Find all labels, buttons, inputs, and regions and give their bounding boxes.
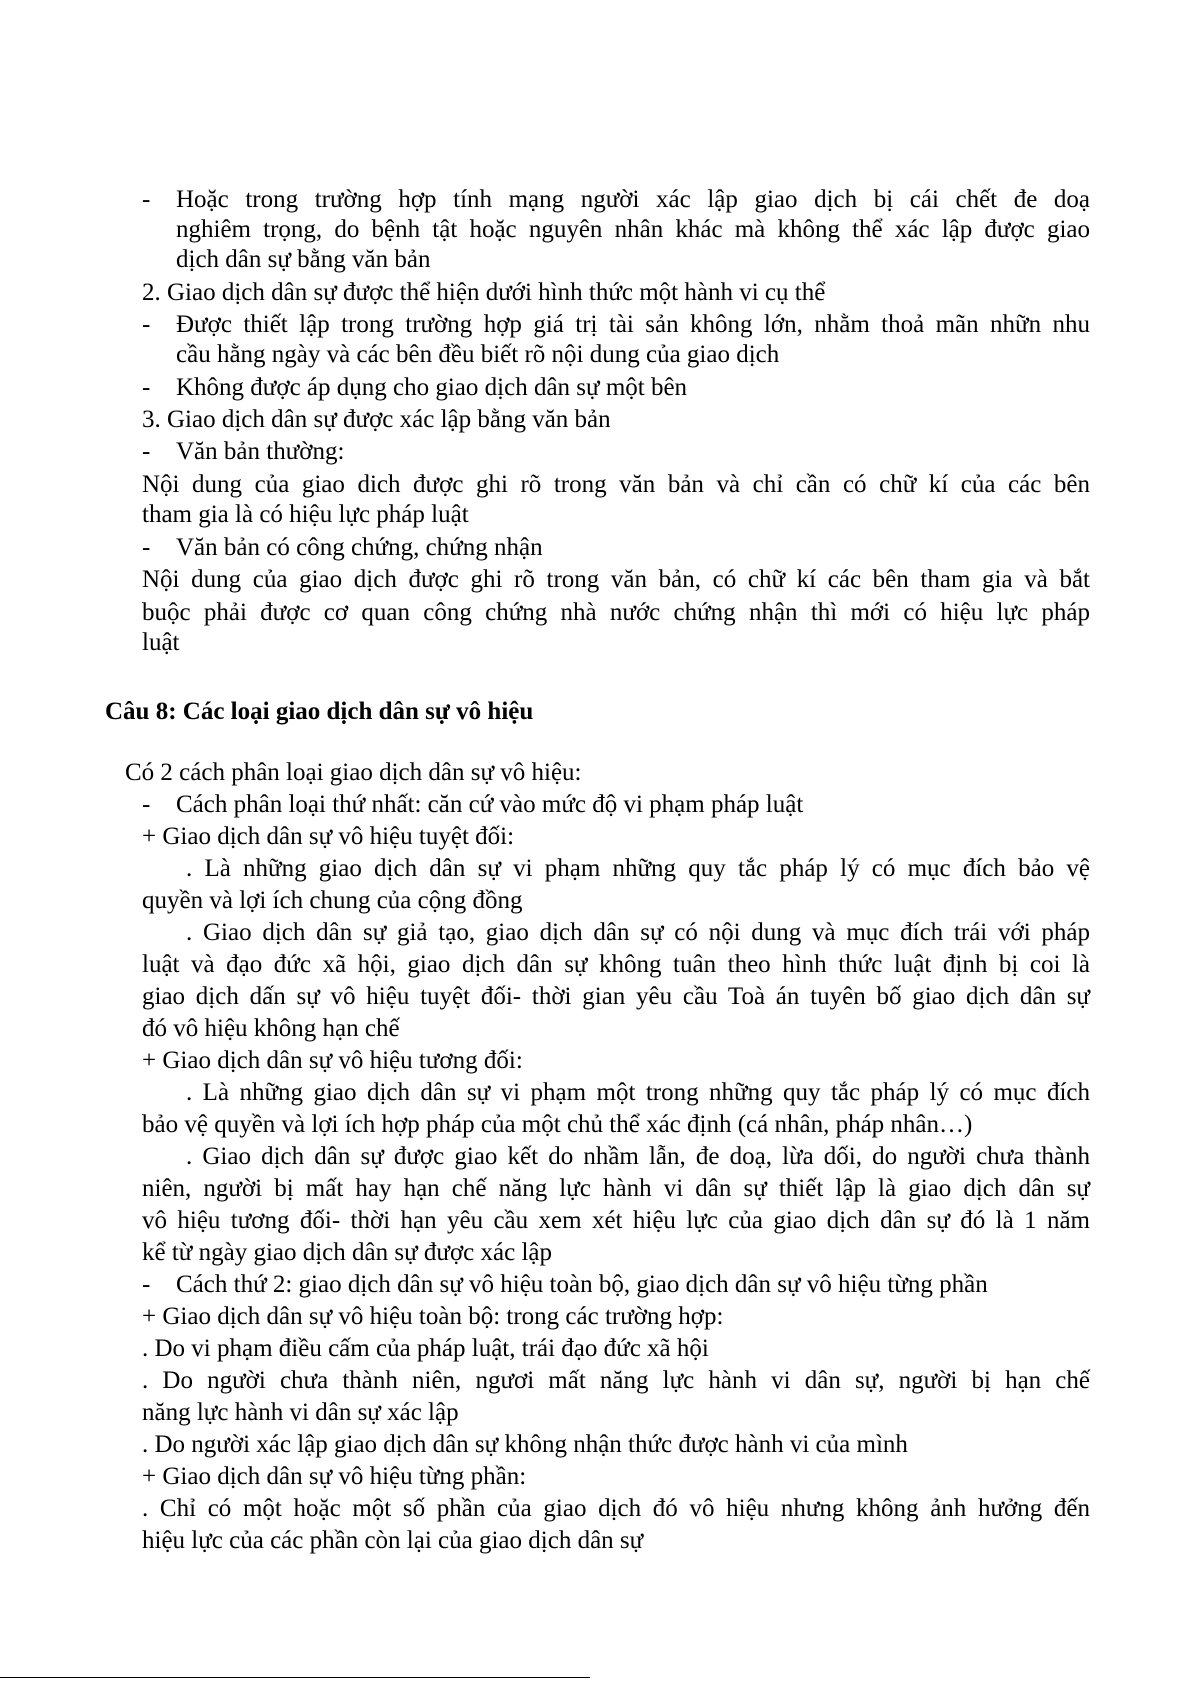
dot-item-line: niên, người bị mất hay hạn chế năng lực hành vi dân sự thiết lập là giao dịch dân sự bbox=[142, 1175, 1090, 1202]
numbered-item: 3. Giao dịch dân sự được xác lập bằng văn bản bbox=[142, 406, 611, 433]
numbered-item: 2. Giao dịch dân sự được thể hiện dưới hình thức một hành vi cụ thể bbox=[142, 279, 826, 306]
dot-item-line: luật và đạo đức xã hội, giao dịch dân sự không tuân theo hình thức luật định bị coi là bbox=[142, 951, 1090, 978]
dot-item-line: . Chỉ có một hoặc một số phần của giao dịch đó vô hiệu nhưng không ảnh hưởng đến bbox=[142, 1495, 1090, 1522]
bullet-text-line: cầu hằng ngày và các bên đều biết rõ nội dung của giao dịch bbox=[176, 341, 780, 368]
bullet-text-line: Cách phân loại thứ nhất: căn cứ vào mức độ vi phạm pháp luật bbox=[176, 791, 804, 818]
bullet-dash: - bbox=[142, 311, 151, 338]
dot-item-line: kể từ ngày giao dịch dân sự được xác lập bbox=[142, 1239, 552, 1266]
paragraph-line: Nội dung của giao dịch được ghi rõ trong văn bản, có chữ kí các bên tham gia và bắt bbox=[142, 566, 1090, 593]
paragraph-line: Nội dung của giao dich được ghi rõ trong văn bản và chỉ cần có chữ kí của các bên bbox=[142, 471, 1090, 498]
dot-item-line: . Là những giao dịch dân sự vi phạm những quy tắc pháp lý có mục đích bảo vệ bbox=[186, 855, 1090, 882]
bullet-text-line: Không được áp dụng cho giao dịch dân sự một bên bbox=[176, 374, 688, 401]
bullet-dash: - bbox=[142, 534, 151, 561]
dot-item-line: . Do người chưa thành niên, ngươi mất năng lực hành vi dân sự, người bị hạn chế bbox=[142, 1367, 1090, 1394]
intro-line: Có 2 cách phân loại giao dịch dân sự vô hiệu: bbox=[125, 759, 582, 786]
section-heading: Câu 8: Các loại giao dịch dân sự vô hiệu bbox=[105, 698, 534, 725]
bullet-text-line: Văn bản thường: bbox=[176, 438, 345, 465]
dot-item-line: giao dịch dấn sự vô hiệu tuyệt đối- thời gian yêu cầu Toà án tuyên bố giao dịch dân sự bbox=[142, 983, 1090, 1010]
bullet-dash: - bbox=[142, 1271, 151, 1298]
bullet-text-line: Được thiết lập trong trường hợp giá trị tài sản không lớn, nhằm thoả mãn nhữn nhu bbox=[176, 311, 1090, 338]
plus-item: + Giao dịch dân sự vô hiệu tuyệt đối: bbox=[142, 823, 515, 850]
dot-item-line: . Giao dịch dân sự được giao kết do nhầm lẫn, đe doạ, lừa dối, do người chưa thành bbox=[186, 1143, 1090, 1170]
bullet-text-line: Văn bản có công chứng, chứng nhận bbox=[176, 534, 543, 561]
dot-item-line: đó vô hiệu không hạn chế bbox=[142, 1015, 400, 1042]
bullet-dash: - bbox=[142, 791, 151, 818]
plus-item: + Giao dịch dân sự vô hiệu tương đối: bbox=[142, 1047, 523, 1074]
footer-rule bbox=[0, 1677, 590, 1678]
dot-item-line: vô hiệu tương đối- thời hạn yêu cầu xem xét hiệu lực của giao dịch dân sự đó là 1 năm bbox=[142, 1207, 1090, 1234]
paragraph-line: luật bbox=[142, 629, 180, 656]
dot-item-line: năng lực hành vi dân sự xác lập bbox=[142, 1399, 459, 1426]
bullet-text-line: nghiêm trọng, do bệnh tật hoặc nguyên nhân khác mà không thể xác lập được giao bbox=[176, 216, 1090, 243]
bullet-text-line: Hoặc trong trường hợp tính mạng người xác lập giao dịch bị cái chết đe doạ bbox=[176, 186, 1090, 213]
plus-item: + Giao dịch dân sự vô hiệu toàn bộ: trong các trường hợp: bbox=[142, 1303, 724, 1330]
bullet-text-line: dịch dân sự bằng văn bản bbox=[176, 246, 431, 273]
dot-item-line: . Giao dịch dân sự giả tạo, giao dịch dân sự có nội dung và mục đích trái với pháp bbox=[186, 919, 1090, 946]
dot-item-line: . Do vi phạm điều cấm của pháp luật, trái đạo đức xã hội bbox=[142, 1335, 709, 1362]
dot-item-line: quyền và lợi ích chung của cộng đồng bbox=[142, 887, 523, 914]
paragraph-line: buộc phải được cơ quan công chứng nhà nước chứng nhận thì mới có hiệu lực pháp bbox=[142, 599, 1090, 626]
dot-item-line: . Là những giao dịch dân sự vi phạm một trong những quy tắc pháp lý có mục đích bbox=[186, 1079, 1090, 1106]
bullet-text-line: Cách thứ 2: giao dịch dân sự vô hiệu toàn bộ, giao dịch dân sự vô hiệu từng phần bbox=[176, 1271, 988, 1298]
dot-item-line: . Do người xác lập giao dịch dân sự không nhận thức được hành vi của mình bbox=[142, 1431, 908, 1458]
dot-item-line: hiệu lực của các phần còn lại của giao dịch dân sự bbox=[142, 1527, 644, 1554]
bullet-dash: - bbox=[142, 186, 151, 213]
dot-item-line: bảo vệ quyền và lợi ích hợp pháp của một chủ thể xác định (cá nhân, pháp nhân…) bbox=[142, 1111, 973, 1138]
bullet-dash: - bbox=[142, 374, 151, 401]
plus-item: + Giao dịch dân sự vô hiệu từng phần: bbox=[142, 1463, 527, 1490]
bullet-dash: - bbox=[142, 438, 151, 465]
paragraph-line: tham gia là có hiệu lực pháp luật bbox=[142, 501, 469, 528]
